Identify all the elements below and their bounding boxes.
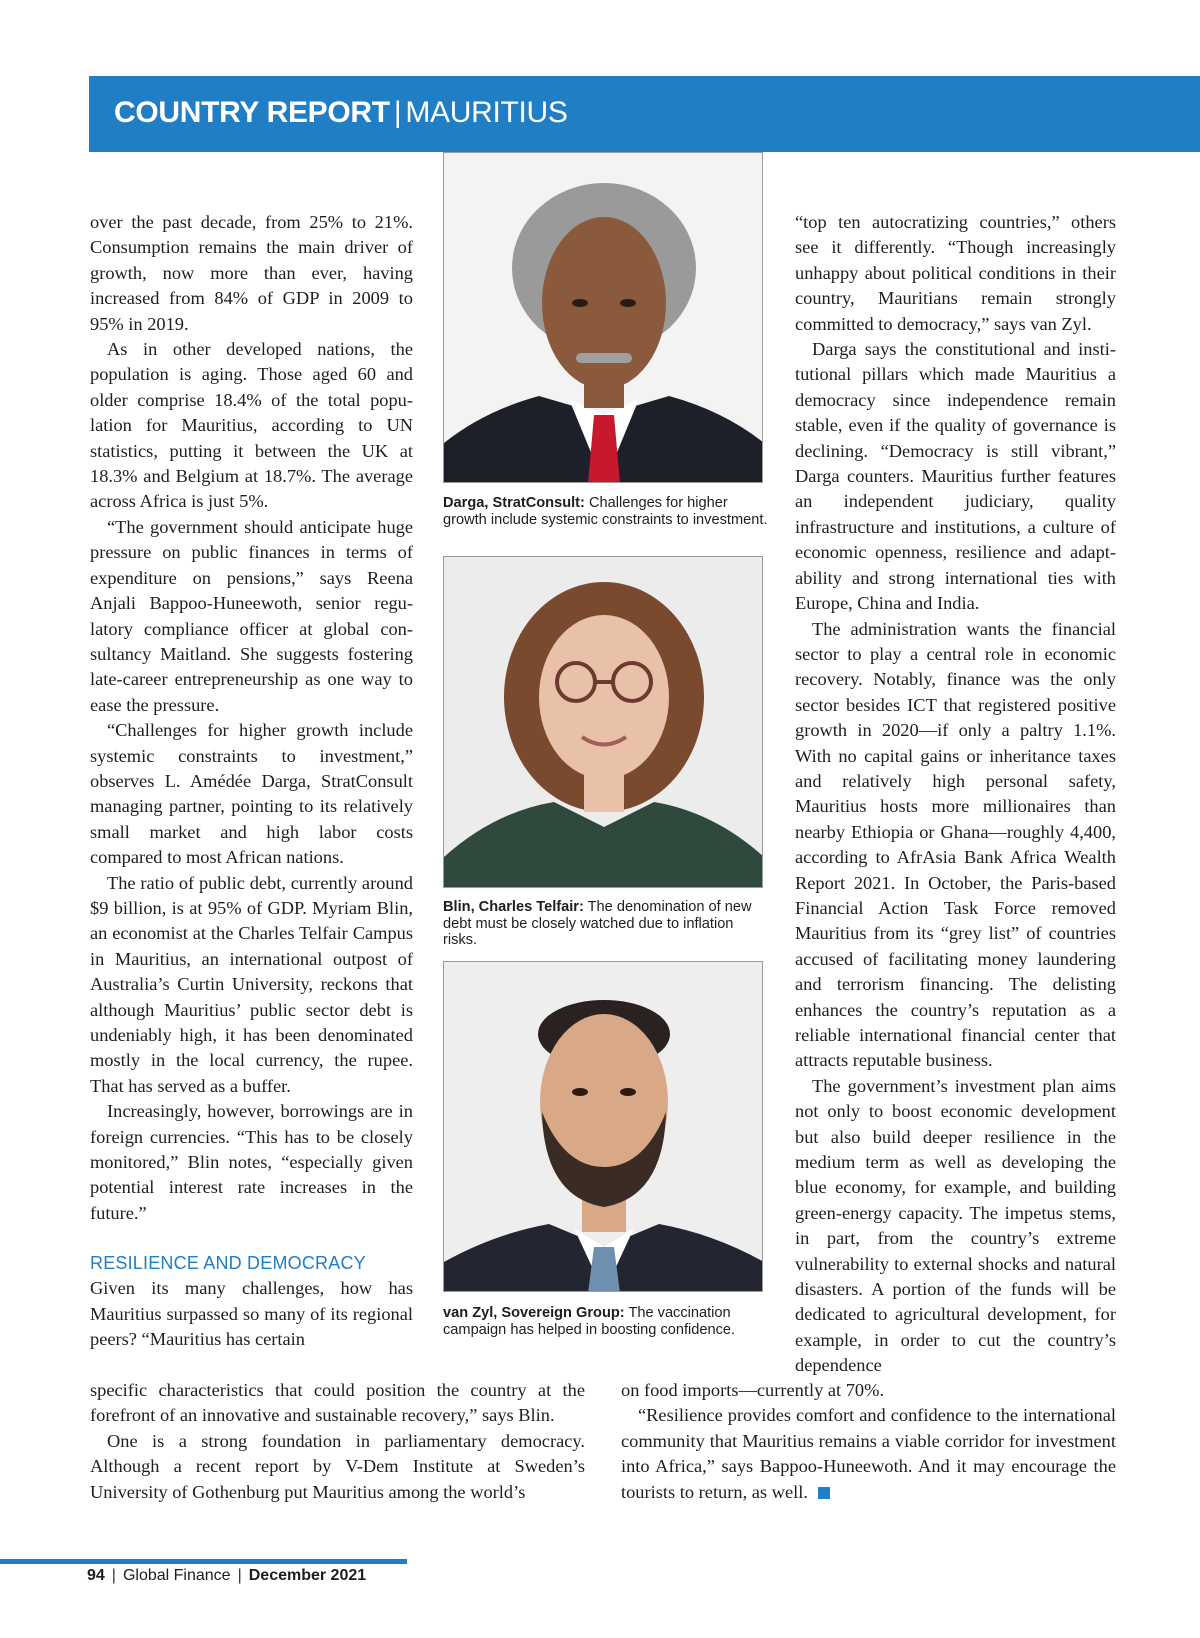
caption-name: Blin, Charles Telfair: bbox=[443, 899, 584, 915]
page-footer: 94 | Global Finance | December 2021 bbox=[87, 1567, 367, 1584]
paragraph: Darga says the constitutional and institutional pillars which made Mauritius a democracy since independence remain stable, even if the quality of governance is declining. “Democracy is still vibrant,” Darga counters. Mauritius further features an independent judiciary, quality infrastructure and institutions, a culture of economic openness, resilience and adaptability and strong international ties with Europe, China and India. bbox=[795, 339, 1116, 614]
caption-text: Challenges for higher growth include systemic constraints to investment. bbox=[443, 495, 768, 528]
article-bottom-left bbox=[90, 1378, 585, 1505]
paragraph: specific characteristics that could position the country at the forefront of an innovative and sustainable recovery,” says Blin. bbox=[90, 1380, 585, 1426]
paragraph: Increasingly, however, borrowings are in foreign currencies. “This has to be closely monitored,” Blin notes, “especially given potential interest rate increases in the future.” bbox=[90, 1101, 413, 1223]
footer-rule bbox=[0, 1559, 407, 1564]
country-name: MAURITIUS bbox=[405, 96, 568, 129]
page-number: 94 bbox=[87, 1567, 105, 1584]
paragraph: The government’s investment plan aims not only to boost economic development but also build deeper resilience in the medium term as well as developing the blue economy, for example, and building green-energy capacity. The impetus stems, in part, from the country’s extreme vulnerability to external shocks and natural disasters. A portion of the funds will be dedicated to agricultural development, for example, in order to cut the country’s dependence bbox=[795, 1075, 1116, 1376]
closing-text: “Resilience provides comfort and confidence to the international community that Mauritius remains a viable corridor for investment into Africa,” says Bappoo-Huneewoth. And it may encourage the tourists to return, as well. bbox=[621, 1405, 1116, 1502]
magazine-name: Global Finance bbox=[122, 1567, 231, 1584]
caption-text: The denomination of new debt must be closely watched due to inflation risks. bbox=[443, 899, 752, 948]
photo-caption bbox=[443, 1305, 768, 1338]
section-title: COUNTRY REPORT bbox=[114, 96, 390, 129]
header-separator: | bbox=[393, 96, 402, 129]
caption-name: Darga, StratConsult: bbox=[443, 495, 585, 511]
paragraph bbox=[621, 1403, 1116, 1505]
paragraph: over the past decade, from 25% to 21%. Consumption remains the main driver of growth, now more than ever, having increased from 84% of GDP in 2009 to 95% in 2019. bbox=[90, 212, 413, 334]
paragraph: on food imports—currently at 70%. bbox=[621, 1380, 885, 1400]
paragraph: One is a strong foundation in parliamentary democracy. Although a recent report by V-Dem Institute at Sweden’s University of Gothenburg put Mauritius among the world’s bbox=[90, 1430, 585, 1502]
portrait-photo-van-zyl bbox=[443, 961, 763, 1292]
issue-date: December 2021 bbox=[248, 1567, 367, 1584]
paragraph: “The government should anticipate huge pressure on public finances in terms of expenditure on pensions,” says Reena Anjali Bappoo-Huneewoth, senior regulatory compliance officer at global consultancy Maitland. She suggests fostering late-career entrepreneurship as one way to ease the pressure. bbox=[90, 516, 413, 715]
caption-name: van Zyl, Sovereign Group: bbox=[443, 1305, 625, 1321]
paragraph: “Challenges for higher growth include systemic constraints to investment,” observes L. Amédée Darga, StratConsult managing partner, pointing to its relatively small market and high labor costs compared to most African nations. bbox=[90, 720, 413, 868]
subheading: RESILIENCE AND DEMOCRACY bbox=[90, 1253, 366, 1274]
article-column-left bbox=[90, 210, 413, 1352]
paragraph: As in other developed nations, the population is aging. Those aged 60 and older comprise 18.4% of the total population for Mauritius, according to UN statistics, putting it between the UK at 18.3% and Belgium at 18.7%. The average across Africa is just 5%. bbox=[90, 339, 413, 512]
paragraph: Given its many challenges, how has Mauritius surpassed so many of its regional peers? “Mauritius has certain bbox=[90, 1278, 413, 1350]
caption-text: The vaccination campaign has helped in boosting confidence. bbox=[443, 1305, 736, 1338]
paragraph: The ratio of public debt, currently around $9 billion, is at 95% of GDP. Myriam Blin, an economist at the Charles Telfair Campus in Mauritius, an international outpost of Australia’s Curtin University, reckons that although Mauritius’ public sector debt is undeniably high, it has been denominated mostly in the local currency, the rupee. That has served as a buffer. bbox=[90, 872, 413, 1096]
portrait-photo-darga bbox=[443, 152, 763, 483]
paragraph: “top ten autocratizing countries,” others see it differently. “Though increasingly unhappy about political conditions in their country, Mauritians remain strongly committed to democracy,” says van Zyl. bbox=[795, 212, 1116, 334]
paragraph: The administration wants the financial sector to play a central role in economic recovery. Notably, finance was the only sector besides ICT that registered positive growth in 2020—if only a paltry 1.1%. With no capital gains or inheritance taxes and relatively high personal safety, Mauritius hosts more millionaires than nearby Ethiopia or Ghana—roughly 4,400, according to AfrAsia Bank Africa Wealth Report 2021. In October, the Paris-based Financial Action Task Force removed Mauritius from its “grey list” of countries accused of facilitating money laundering and terrorism financing. The delisting enhances the country’s reputation as a reliable international financial center that attracts reputable business. bbox=[795, 618, 1116, 1071]
section-header bbox=[114, 96, 568, 130]
end-of-article-icon bbox=[818, 1487, 830, 1499]
portrait-photo-blin bbox=[443, 556, 763, 888]
photo-caption bbox=[443, 899, 768, 949]
article-column-right bbox=[795, 210, 1116, 1379]
photo-caption bbox=[443, 495, 768, 528]
article-bottom-right bbox=[621, 1378, 1116, 1505]
